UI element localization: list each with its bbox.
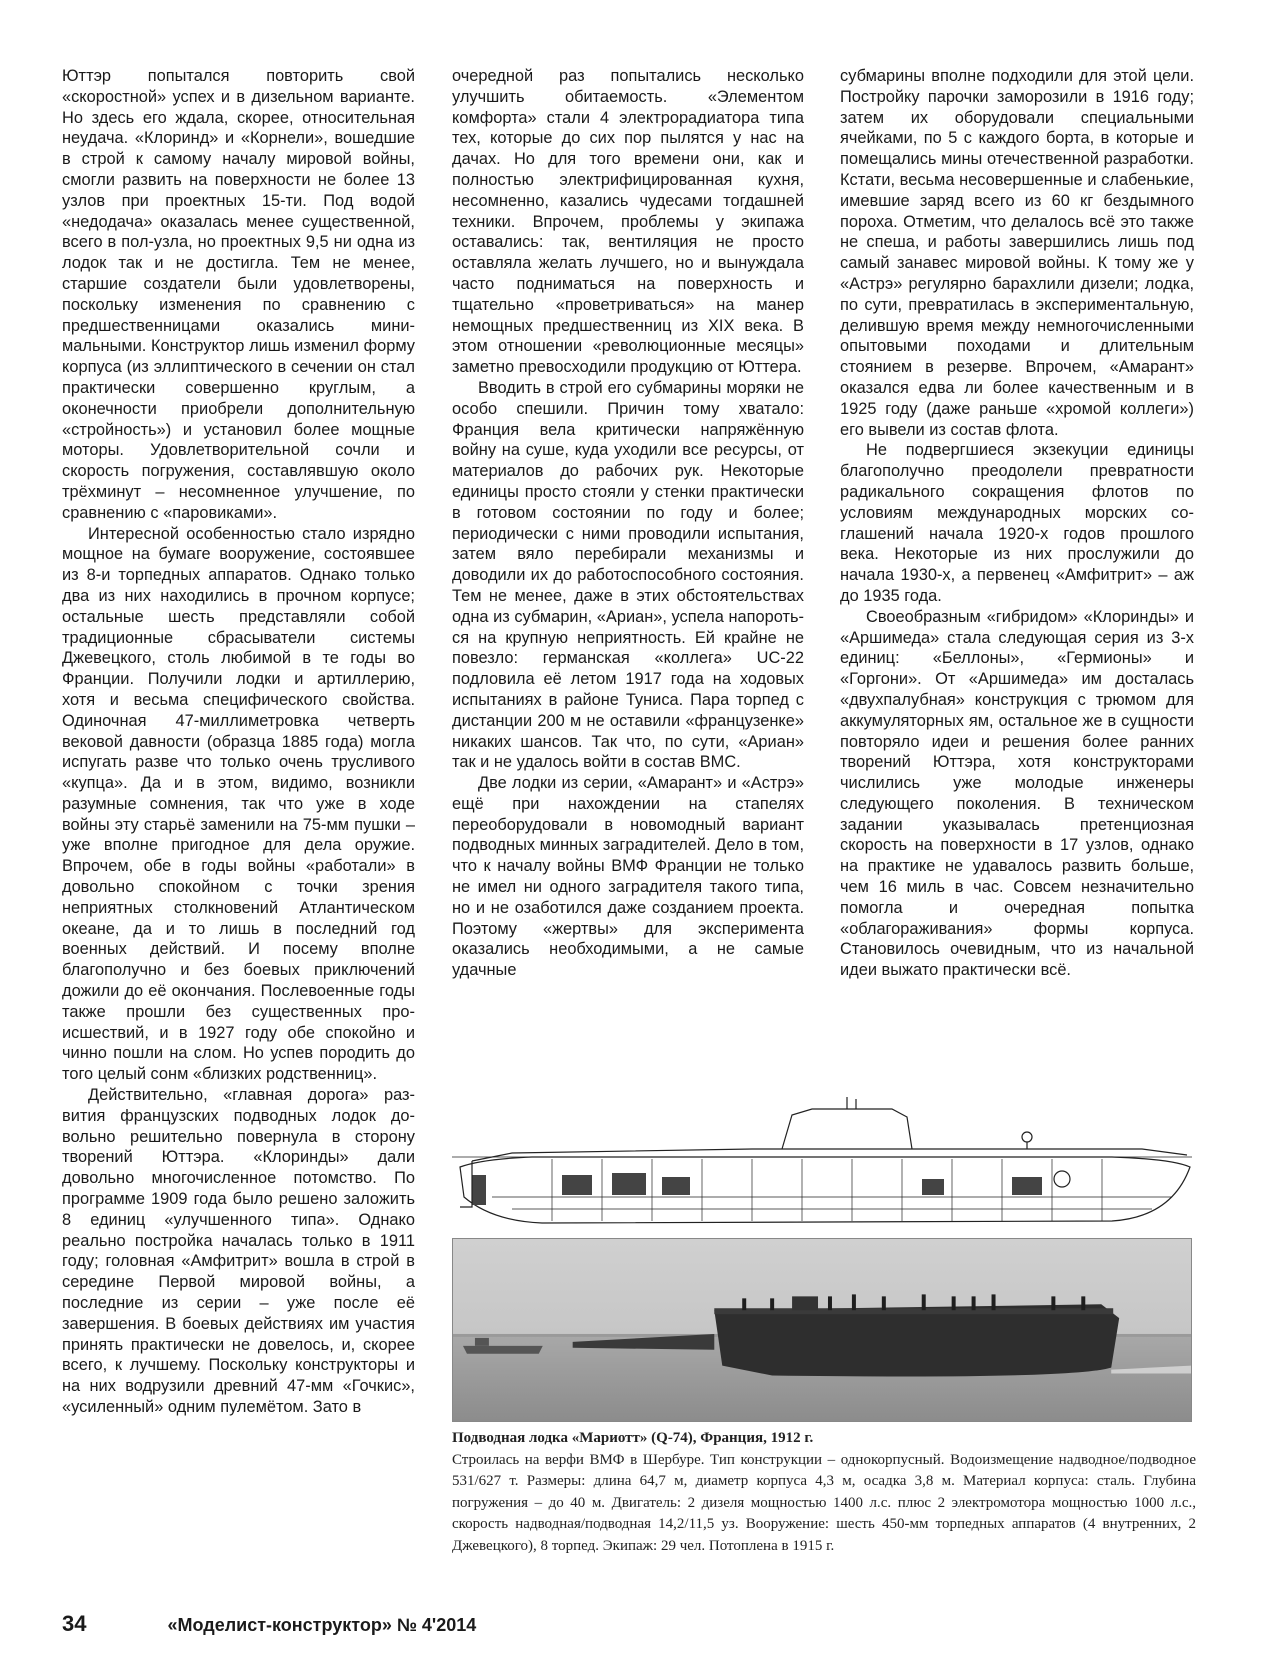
- caption-text: Строилась на верфи ВМФ в Шербуре. Тип конструкции – однокорпусный. Водоизмещение надводное/подводное 531/627 т. Размеры: длина 64,7 м, диаметр корпуса 4,3 м, осадка 3,8 м. Материал корпуса: сталь. Глубина погружения – до 40 м. Двигатель: 2 дизеля мощностью 1400 л.с. плюс 2 электромотора мощностью 1000 л.с., скорость надводная/подводная 14,2/11,5 уз. Вооружение: шесть 450-мм торпедных аппаратов (4 внутренних, 2 Джевецкого), 8 торпед. Экипаж: 29 чел. Потоплена в 1915 г.: [452, 1451, 1196, 1554]
- caption-title: Подводная лодка «Мариотт» (Q-74), Франция, 1912 г.: [452, 1430, 814, 1446]
- figure-caption: [452, 1428, 1196, 1558]
- paragraph: субмарины вполне подходили для этой цели. Постройку парочки заморозили в 1916 году; затем их оборудовали специальными ячейками, по 5 с каждого борта, в которые и помещались мины отечественной разработки. Кстати, весьма несовершенные и слабенькие, имевшие заряд всего из 60 кг бездымного пороха. Отметим, что делалось всё это также не спеша, и работы завершились лишь под самый занавес мировой войны. К тому же у «Астрэ» регулярно барахлили дизели; лодка, по сути, превратилась в экспериментальную, делившую время между немногочисленными опытовыми походами и длительным стоянием в резерве. Впрочем, «Амарант» оказался едва ли более качественным и в 1925 году (даже раньше «хромой коллеги») его вывели из состав флота.: [840, 67, 1194, 439]
- paragraph: очередной раз попытались несколько улучшить обитаемость. «Элементом комфорта» стали 4 электрорадиатора типа тех, которые до сих пор пылятся у нас на дачах. Но для того времени они, как и полностью электрифицированная кухня, несомненно, казались чудесами тогдашней техники. Впрочем, проблемы у экипажа оставались: так, вентиляция не просто оставляла желать лучшего, но и вынуждала часто подниматься на поверхность и тщательно «проветриваться» на манер немощных предшественниц из XIX века. В этом отношении «революционные месяцы» заметно превосходили продукцию от Юттера.: [452, 67, 804, 377]
- page-number: 34: [62, 1611, 87, 1636]
- paragraph: Юттэр попытался повторить свой «скоростной» успех и в дизельном варианте. Но здесь его ждала, скорее, относительная неудача. «Клоринд» и «Корнели», вошедшие в строй к самому началу мировой войны, смогли развить на поверхности не более 13 узлов при проектных 15-ти. Под водой «недодача» оказалась менее существенной, всего в пол-узла, но проектных 9,5 ни одна из лодок так и не достигла. Тем не менее, старшие создатели были удовлетворены, поскольку изменения по сравнению с предшественницами оказались минимальными. Конструктор лишь изменил форму корпуса (из эллиптического в сечении он стал практически совершенно круглым, а оконечности приобрели дополнительную «стройность») и установил более мощные моторы. Удовлетворительной сочли и скорость погружения, составлявшую около трёхминут – несомненное улучшение, по сравнению с «паровиками».: [62, 67, 415, 522]
- paragraph: Действительно, «главная дорога» развития французских подводных лодок довольно решительно повернула в сторону творений Юттэра. «Клоринды» дали довольно многочисленное потомство. По программе 1909 года было решено заложить 8 единиц «улучшенного типа». Однако реально постройка началась только в 1911 году; головная «Амфитрит» вошла в строй в середине Первой мировой войны, а последние из серии – уже после её завершения. В боевых действиях им участия принять практически не довелось, и, скорее всего, к лучшему. Поскольку конструкторы и на них водрузили древний 47-мм «Гочкис», «усиленный» одним пулемётом. Зато в: [62, 1086, 415, 1416]
- paragraph: Интересной особенностью стало изрядно мощное на бумаге вооружение, состоявшее из 8-и торпедных аппаратов. Однако только два из них находились в прочном корпусе; остальные шесть представляли собой традиционные сбрасыватели системы Джевецкого, столь любимой в те годы во Франции. Получили лодки и артиллерию, хотя и весьма специфического свойства. Одиночная 47-миллиметровка четверть вековой давности (образца 1885 года) могла испугать разве что только очень трусливого «купца». Да и в этом, видимо, возникли разумные сомнения, так что уже в ходе войны эту старьё заменили на 75-мм пушки – уже вполне пригодное для дела оружие. Впрочем, обе в годы войны «работали» в довольно спокойном с точки зрения неприятных столкновений Атлантическом океане, да и то лишь в последний год военных действий. И посему вполне благополучно и без боевых приключений дожили до её окончания. Послевоенные годы также прошли без существенных происшествий, и в 1927 году обе спокойно и чинно пошли на слом. Но успев породить до того целый сонм «близких родственниц».: [62, 524, 415, 1084]
- page-footer: [62, 1611, 476, 1637]
- paragraph: Не подвергшиеся экзекуции единицы благополучно преодолели превратности радикального сокращения флотов по условиям международных морских соглашений начала 1920-х годов прошлого века. Некоторые из них прослужили до начала 1930-х, а первенец «Амфитрит» – аж до 1935 года.: [840, 441, 1194, 605]
- submarine-photograph: [452, 1238, 1192, 1422]
- magazine-title: «Моделист-конструктор» № 4'2014: [167, 1615, 477, 1635]
- paragraph: Вводить в строй его субмарины моряки не особо спешили. Причин тому хватало: Франция вела критически напряжённую войну на суше, куда уходили все ресурсы, от материалов до рабочих рук. Некоторые единицы просто стояли у стенки практически в готовом состоянии по году и более; периодически с ними проводили испытания, затем вяло перебирали механизмы и доводили их до работоспособного состояния. Тем не менее, даже в этих обстоятельствах одна из субмарин, «Ариан», успела напороться на крупную неприятность. Ей крайне не повезло: германская «коллега» UC-22 подловила её летом 1917 года на ходовых испытаниях в районе Туниса. Пара торпед с дистанции 200 м не оставили «французенке» никаких шансов. Так что, по сути, «Ариан» так и не удалось войти в состав ВМС.: [452, 378, 804, 772]
- text-column-3: [840, 66, 1194, 981]
- text-column-1: [62, 66, 415, 1418]
- paragraph: Своеобразным «гибридом» «Клоринды» и «Аршимеда» стала следующая серия из 3-х единиц: «Беллоны», «Гермионы» и «Горгони». От «Аршимеда» им досталась «двухпалубная» конструкция с трюмом для аккумуляторных ям, остальное же в сущности повторяло идеи и решения более ранних творений Юттэра, хотя конструкторами числились уже молодые инженеры следующего поколения. В техническом задании указывалась претенциозная скорость на поверхности в 17 узлов, однако на практике не удавалось развить больше, чем 16 миль в час. Совсем незначительно помогла и очередная попытка «облагораживания» формы корпуса. Становилось очевидным, что из начальной идеи выжато практически всё.: [840, 607, 1194, 980]
- text-column-2: [452, 66, 804, 981]
- paragraph: Две лодки из серии, «Амарант» и «Астрэ» ещё при нахождении на стапелях переоборудовали в новомодный вариант подводных минных заградителей. Дело в том, что к началу войны ВМФ Франции не только не имел ни одного заградителя такого типа, но и не озаботился даже созданием проекта. Поэтому «жертвы» для эксперимента оказались необходимыми, а не самые удачные: [452, 774, 804, 980]
- submarine-cutaway-drawing: [452, 1097, 1192, 1232]
